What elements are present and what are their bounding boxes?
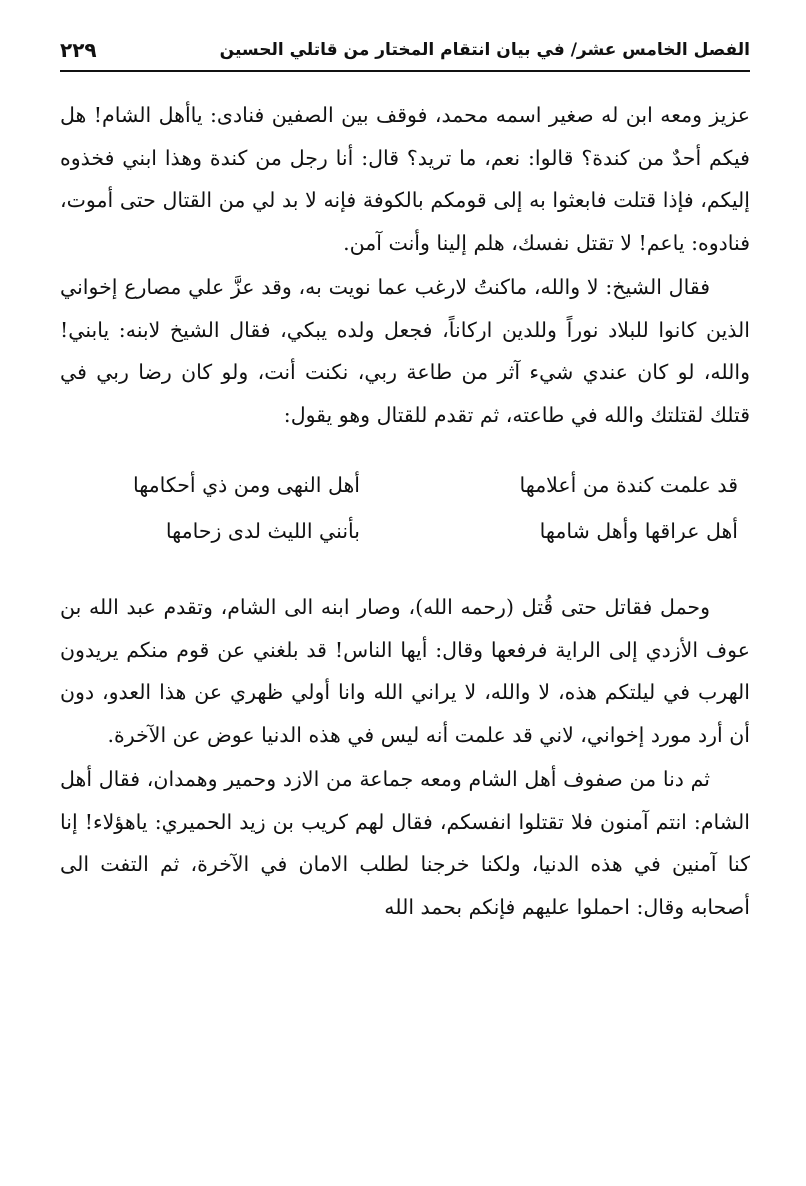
paragraph-2: فقال الشيخ: لا والله، ماكنتُ لارغب عما نويت به، وقد عزَّ علي مصارع إخواني الذين كانوا للبلاد نوراً وللدين اركاناً، فجعل ولده يبكي، فقال الشيخ لابنه: يابني! والله، لو كان عندي شيء آثر من طاعة ربي، نكنت أنت، ولو كان رضا ربي في قتلك لقتلتك والله في طاعته، ثم تقدم للقتال وهو يقول: xyxy=(60,275,750,427)
paragraph-1: عزيز ومعه ابن له صغير اسمه محمد، فوقف بين الصفين فنادى: ياأهل الشام! هل فيكم أحدٌ من كندة؟ قالوا: نعم، ما تريد؟ قال: أنا رجل من كندة وهذا ابني فخذوه إليكم، فإذا قتلت فابعثوا به إلى قومكم بالكوفة فإنه لا بد لي من القتال حتى أموت، فنادوه: ياعم! لا تقتل نفسك، هلم إلينا وأنت آمن. xyxy=(60,103,750,255)
page-body xyxy=(60,94,750,928)
poem-block xyxy=(60,464,750,552)
paragraph-4: ثم دنا من صفوف أهل الشام ومعه جماعة من الازد وحمير وهمدان، فقال أهل الشام: انتم آمنون فلا تقتلوا انفسكم، فقال لهم كريب بن زيد الحميري: ياهؤلاء! إنا كنا آمنين في هذه الدنيا، ولكنا خرجنا لطلب الامان في الآخرة، ثم التفت الى أصحابه وقال: احملوا عليهم فإنكم بحمد الله xyxy=(60,767,750,919)
verse-1-second-hemistich: أهل النهى ومن ذي أحكامها xyxy=(132,473,360,497)
page-number: ٢٢٩ xyxy=(60,38,97,62)
poem-verse-2 xyxy=(60,510,750,552)
chapter-title: الفصل الخامس عشر/ في بيان انتقام المختار من قاتلي الحسين xyxy=(219,40,750,60)
poem-verse-1 xyxy=(60,464,750,506)
book-page xyxy=(60,30,750,1160)
paragraph-3: وحمل فقاتل حتى قُتل (رحمه الله)، وصار ابنه الى الشام، وتقدم عبد الله بن عوف الأزدي إلى الراية فرفعها وقال: أيها الناس! قد بلغني عن قوم منكم يريدون الهرب في ليلتكم هذه، لا والله، لا يراني الله وانا أولي ظهري عن هذا العدو، دون أن أرد مورد إخواني، لاني قد علمت أنه ليس في هذه الدنيا عوض عن الآخرة. xyxy=(60,595,750,747)
running-header xyxy=(60,30,750,72)
verse-1-first-hemistich: قد علمت كندة من أعلامها xyxy=(519,473,738,497)
verse-2-first-hemistich: أهل عراقها وأهل شامها xyxy=(539,519,738,543)
verse-2-second-hemistich: بأنني الليث لدى زحامها xyxy=(165,519,360,543)
